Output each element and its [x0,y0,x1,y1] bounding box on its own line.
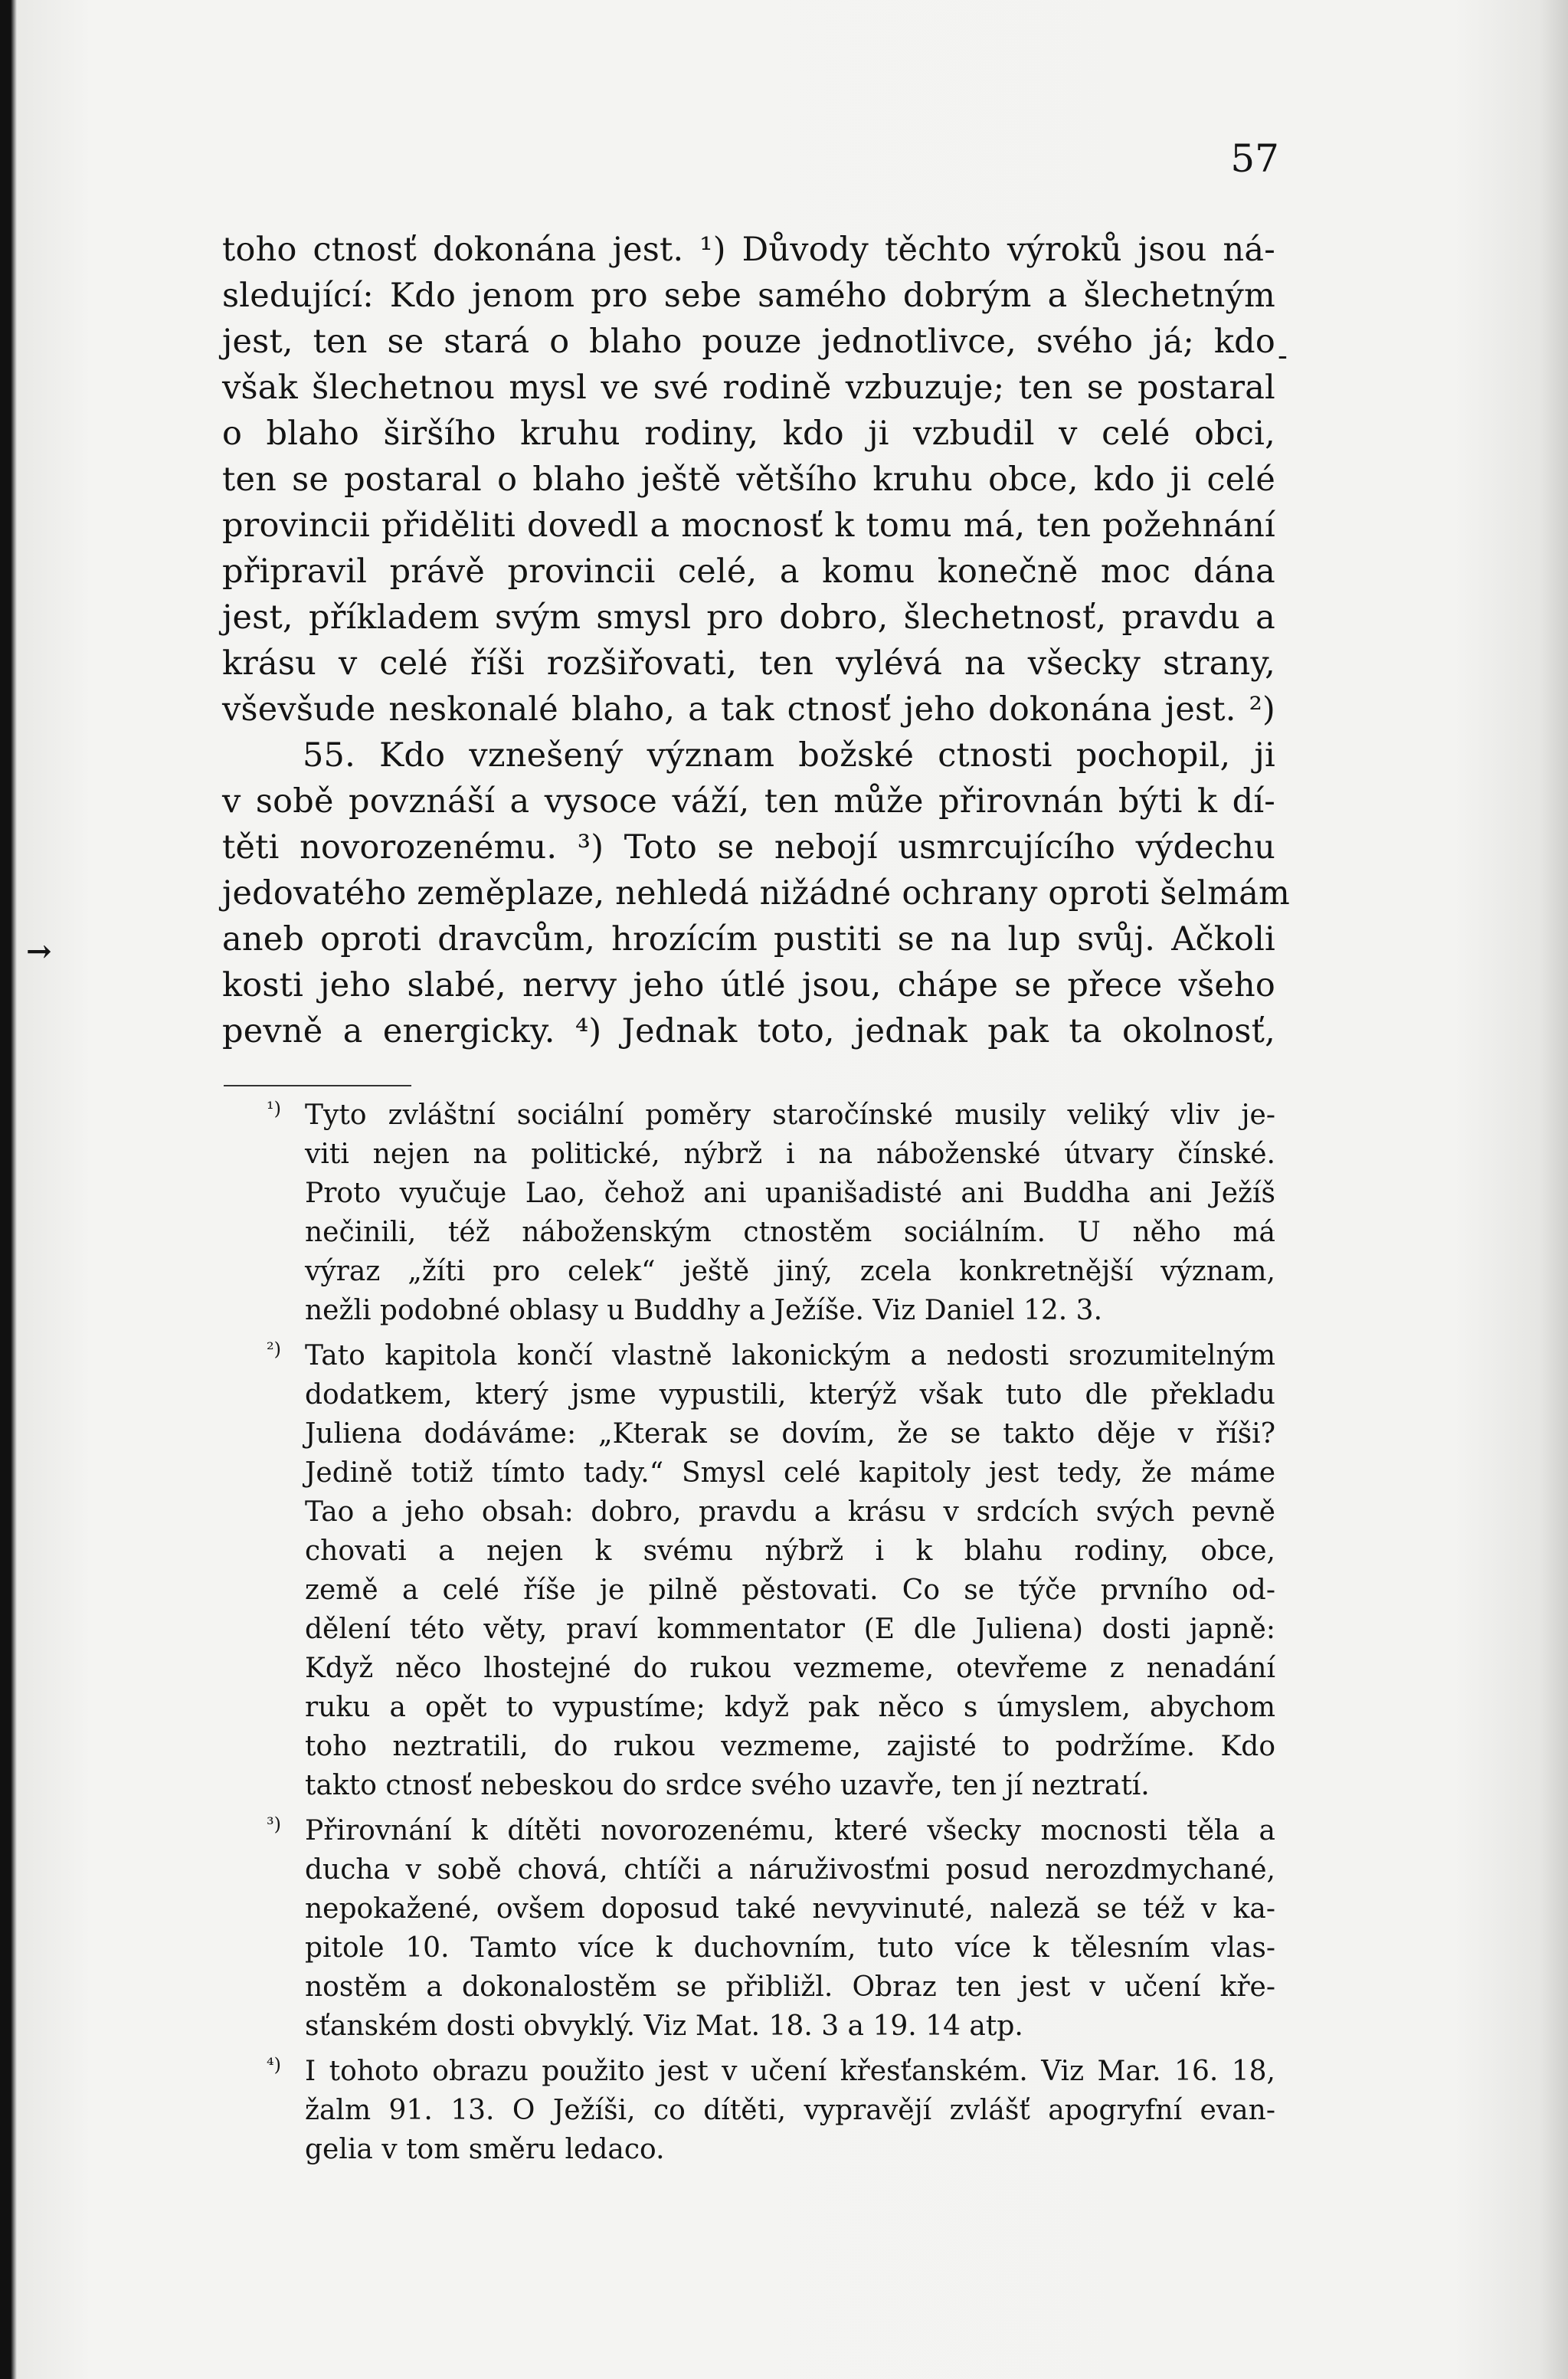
footnote-2-line: Když něco lhostejné do rukou vezmeme, otevřeme z nenadání [305,1653,1275,1684]
footnotes [222,1096,1275,2169]
footnote-4-line: gelia v tom směru ledaco. [305,2134,665,2165]
footnote-2-line: Jedině totiž tímto tady.“ Smysl celé kapitoly jest tedy, že máme [305,1457,1275,1489]
footnote-2-line: Tao a jeho obsah: dobro, pravdu a krásu v srdcích svých pevně [305,1496,1275,1528]
text-line: těti novorozenému. ³) Toto se nebojí usmrcujícího výdechu [222,828,1275,867]
footnote-3-line: nepokažené, ovšem doposud také nevyvinuté, naleză se též v ka- [305,1893,1275,1925]
footnote-3-line: ³) Přirovnání k dítěti novorozenému, které všecky mocnosti těla a [222,1811,1275,1850]
text-line: aneb oproti dravcům, hrozícím pustiti se na lup svůj. Ačkoli [222,920,1275,958]
footnote-3-line: nostěm a dokonalostěm se přibližl. Obraz ten jest v učení kře- [305,1971,1275,2003]
footnote-2-line: toho neztratili, do rukou vezmeme, zajisté to podržíme. Kdo [305,1731,1275,1762]
footnote-1-mark: ¹) [267,1098,281,1119]
text-line: sledující: Kdo jenom pro sebe samého dobrým a šlechetným [222,277,1275,315]
text-line: ten se postaral o blaho ještě většího kruhu obce, kdo ji celé [222,460,1275,499]
paragraph-55-start: 55. Kdo vznešený význam božské ctnosti pochopil, ji [303,736,1275,775]
text-line: provincii přiděliti dovedl a mocnosť k tomu má, ten požehnání [222,506,1275,545]
footnote-1-line: nežli podobné oblasy u Buddhy a Ježíše. Viz Daniel 12. 3. [305,1295,1103,1326]
footnote-3-line: sťanském dosti obvyklý. Viz Mat. 18. 3 a 19. 14 atp. [305,2010,1023,2042]
footnote-2-line: ruku a opět to vypustíme; když pak něco s úmyslem, abychom [305,1692,1275,1723]
text-line: vševšude neskonalé blaho, a tak ctnosť jeho dokonána jest. ²) [222,690,1275,729]
footnote-2-line: ²) Tato kapitola končí vlastně lakonickým a nedosti srozumitelným [222,1336,1275,1375]
page-number: 57 [1230,136,1279,181]
footnote-2-line: Juliena dodáváme: „Kterak se dovím, že se takto děje v říši? [305,1418,1275,1450]
footnote-3-line: ducha v sobě chová, chtíči a náruživosťmi posud nerozdmychané, [305,1854,1275,1886]
text-line: však šlechetnou mysl ve své rodině vzbuzuje; ten se postaral [222,369,1275,407]
footnote-1-line: viti nejen na politické, nýbrž i na náboženské útvary čínské. [305,1139,1275,1170]
footnote-4-line: žalm 91. 13. O Ježíši, co dítěti, vypravějí zvlášť apogryfní evan- [305,2095,1275,2126]
text-line: v sobě povznáší a vysoce váží, ten může přirovnán býti k dí- [222,782,1275,821]
footnote-2-mark: ²) [267,1339,281,1360]
footnote-divider [224,1085,411,1086]
footnote-3-line: pitole 10. Tamto více k duchovním, tuto více k tělesním vlas- [305,1932,1275,1964]
footnote-1-line: nečinili, též náboženským ctnostěm sociálním. U něho má [305,1217,1275,1248]
text-line: jest, ten se stará o blaho pouze jednotlivce, svého já; kdo [222,323,1275,361]
footnote-2-line: takto ctnosť nebeskou do srdce svého uzavře, ten jí neztratí. [305,1770,1150,1801]
text-line: jedovatého zeměplaze, nehledá nižádné ochrany oproti šelmám [222,874,1291,913]
footnote-4-mark: ⁴) [267,2054,281,2076]
footnote-2-line: dodatkem, který jsme vypustili, kterýž však tuto dle překladu [305,1379,1275,1411]
margin-dash: - [1278,339,1288,372]
footnote-1-line: Proto vyučuje Lao, čehož ani upanišadisté ani Buddha ani Ježíš [305,1178,1275,1209]
footnote-3-mark: ³) [267,1814,281,1835]
footnote-1-line: výraz „žíti pro celek“ ještě jiný, zcela konkretnější význam, [305,1256,1275,1287]
text-line: kosti jeho slabé, nervy jeho útlé jsou, chápe se přece všeho [222,966,1275,1004]
footnote-2-line: chovati a nejen k svému nýbrž i k blahu rodiny, obce, [305,1535,1275,1567]
footnote-1-line: ¹) Tyto zvláštní sociální poměry staročínské musily veliký vliv je- [222,1096,1275,1135]
text-line: pevně a energicky. ⁴) Jednak toto, jednak pak ta okolnosť, [222,1012,1275,1050]
text-line: toho ctnosť dokonána jest. ¹) Důvody těchto výroků jsou ná- [222,231,1275,269]
text-line: připravil právě provincii celé, a komu konečně moc dána [222,552,1275,591]
text-line: krásu v celé říši rozšiřovati, ten vylévá na všecky strany, [222,644,1275,683]
footnote-2-line: země a celé říše je pilně pěstovati. Co se týče prvního od- [305,1575,1275,1606]
main-text [222,227,1291,1054]
footnote-4-line: ⁴) I tohoto obrazu použito jest v učení křesťanském. Viz Mar. 16. 18, [222,2052,1275,2091]
text-line: jest, příkladem svým smysl pro dobro, šlechetnosť, pravdu a [222,598,1275,637]
text-line: o blaho širšího kruhu rodiny, kdo ji vzbudil v celé obci, [222,415,1275,453]
footnote-2-line: dělení této věty, praví kommentator (E dle Juliena) dosti japně: [305,1614,1275,1645]
margin-arrow-mark: → [26,933,52,969]
